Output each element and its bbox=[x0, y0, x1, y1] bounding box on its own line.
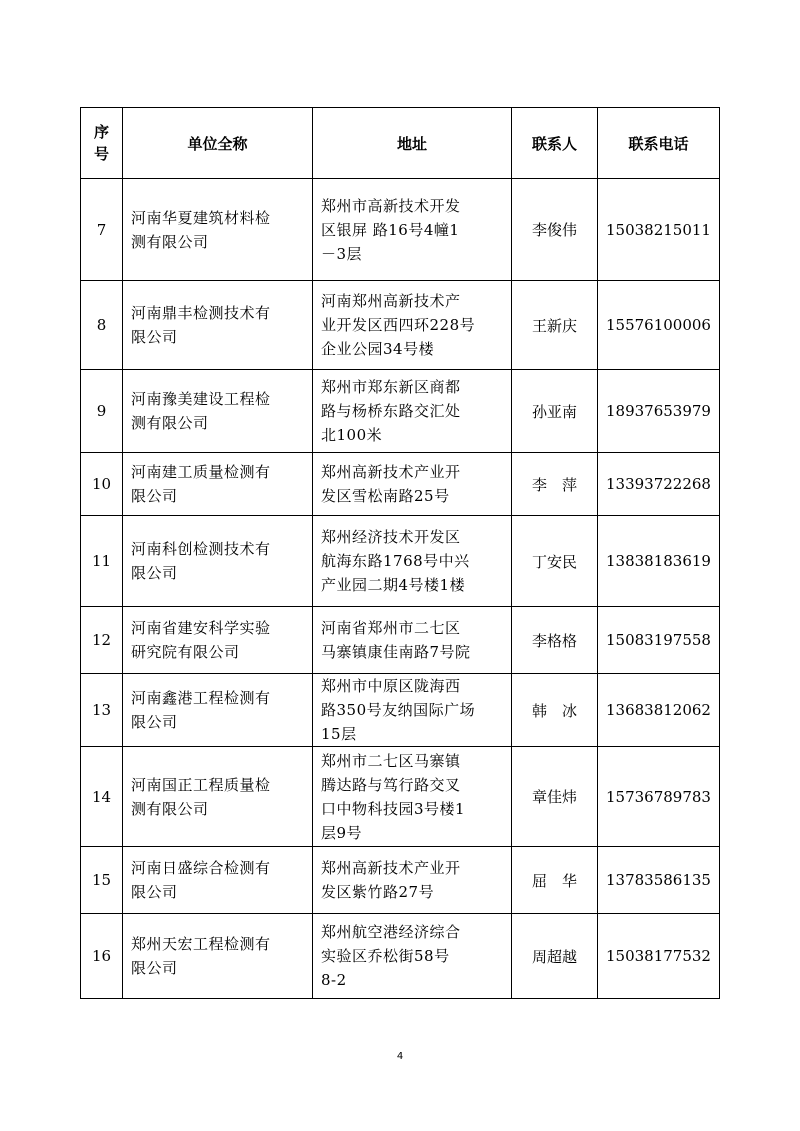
row-contact: 韩 冰 bbox=[512, 674, 598, 747]
row-phone: 13838183619 bbox=[598, 516, 720, 607]
row-seq: 14 bbox=[81, 747, 123, 847]
row-name: 河南省建安科学实验 研究院有限公司 bbox=[123, 607, 313, 674]
row-phone: 13683812062 bbox=[598, 674, 720, 747]
row-seq: 9 bbox=[81, 370, 123, 453]
row-name: 河南国正工程质量检 测有限公司 bbox=[123, 747, 313, 847]
row-contact: 李俊伟 bbox=[512, 179, 598, 281]
row-name: 河南华夏建筑材料检 测有限公司 bbox=[123, 179, 313, 281]
row-address: 郑州经济技术开发区 航海东路1768号中兴 产业园二期4号楼1楼 bbox=[313, 516, 512, 607]
row-name: 郑州天宏工程检测有 限公司 bbox=[123, 914, 313, 999]
row-contact: 王新庆 bbox=[512, 281, 598, 370]
row-address: 郑州高新技术产业开 发区紫竹路27号 bbox=[313, 847, 512, 914]
row-address: 河南郑州高新技术产 业开发区西四环228号 企业公园34号楼 bbox=[313, 281, 512, 370]
table-body bbox=[81, 179, 720, 999]
row-seq: 16 bbox=[81, 914, 123, 999]
table-row bbox=[81, 179, 720, 281]
row-seq: 13 bbox=[81, 674, 123, 747]
row-contact: 章佳炜 bbox=[512, 747, 598, 847]
row-seq: 11 bbox=[81, 516, 123, 607]
row-name: 河南鼎丰检测技术有 限公司 bbox=[123, 281, 313, 370]
table-row bbox=[81, 747, 720, 847]
row-phone: 15736789783 bbox=[598, 747, 720, 847]
row-address: 郑州市中原区陇海西 路350号友纳国际广场 15层 bbox=[313, 674, 512, 747]
row-address: 郑州市高新技术开发 区银屏 路16号4幢1 －3层 bbox=[313, 179, 512, 281]
row-seq: 15 bbox=[81, 847, 123, 914]
row-contact: 孙亚南 bbox=[512, 370, 598, 453]
row-contact: 周超越 bbox=[512, 914, 598, 999]
table-row bbox=[81, 453, 720, 516]
row-phone: 13783586135 bbox=[598, 847, 720, 914]
row-name: 河南科创检测技术有 限公司 bbox=[123, 516, 313, 607]
row-address: 郑州市郑东新区商都 路与杨桥东路交汇处 北100米 bbox=[313, 370, 512, 453]
row-contact: 李 萍 bbox=[512, 453, 598, 516]
header-row bbox=[81, 108, 720, 179]
table-row bbox=[81, 516, 720, 607]
header-contact: 联系人 bbox=[512, 108, 598, 179]
contact-table bbox=[80, 107, 720, 999]
row-seq: 10 bbox=[81, 453, 123, 516]
row-seq: 12 bbox=[81, 607, 123, 674]
table-row bbox=[81, 607, 720, 674]
row-name: 河南日盛综合检测有 限公司 bbox=[123, 847, 313, 914]
table-row bbox=[81, 281, 720, 370]
header-address: 地址 bbox=[313, 108, 512, 179]
row-contact: 屈 华 bbox=[512, 847, 598, 914]
row-phone: 15038215011 bbox=[598, 179, 720, 281]
row-name: 河南豫美建设工程检 测有限公司 bbox=[123, 370, 313, 453]
row-address: 郑州市二七区马寨镇 腾达路与笃行路交叉 口中物科技园3号楼1 层9号 bbox=[313, 747, 512, 847]
table-row bbox=[81, 847, 720, 914]
row-seq: 7 bbox=[81, 179, 123, 281]
row-address: 河南省郑州市二七区 马寨镇康佳南路7号院 bbox=[313, 607, 512, 674]
row-phone: 15576100006 bbox=[598, 281, 720, 370]
row-name: 河南建工质量检测有 限公司 bbox=[123, 453, 313, 516]
page-number: 4 bbox=[396, 1051, 404, 1062]
row-name: 河南鑫港工程检测有 限公司 bbox=[123, 674, 313, 747]
table-row bbox=[81, 914, 720, 999]
row-address: 郑州航空港经济综合 实验区乔松街58号 8-2 bbox=[313, 914, 512, 999]
header-seq: 序 号 bbox=[81, 108, 123, 179]
table-header bbox=[81, 108, 720, 179]
table-row bbox=[81, 370, 720, 453]
row-contact: 李格格 bbox=[512, 607, 598, 674]
row-contact: 丁安民 bbox=[512, 516, 598, 607]
header-phone: 联系电话 bbox=[598, 108, 720, 179]
row-phone: 15038177532 bbox=[598, 914, 720, 999]
row-phone: 13393722268 bbox=[598, 453, 720, 516]
row-address: 郑州高新技术产业开 发区雪松南路25号 bbox=[313, 453, 512, 516]
table-row bbox=[81, 674, 720, 747]
header-name: 单位全称 bbox=[123, 108, 313, 179]
row-phone: 18937653979 bbox=[598, 370, 720, 453]
row-phone: 15083197558 bbox=[598, 607, 720, 674]
row-seq: 8 bbox=[81, 281, 123, 370]
